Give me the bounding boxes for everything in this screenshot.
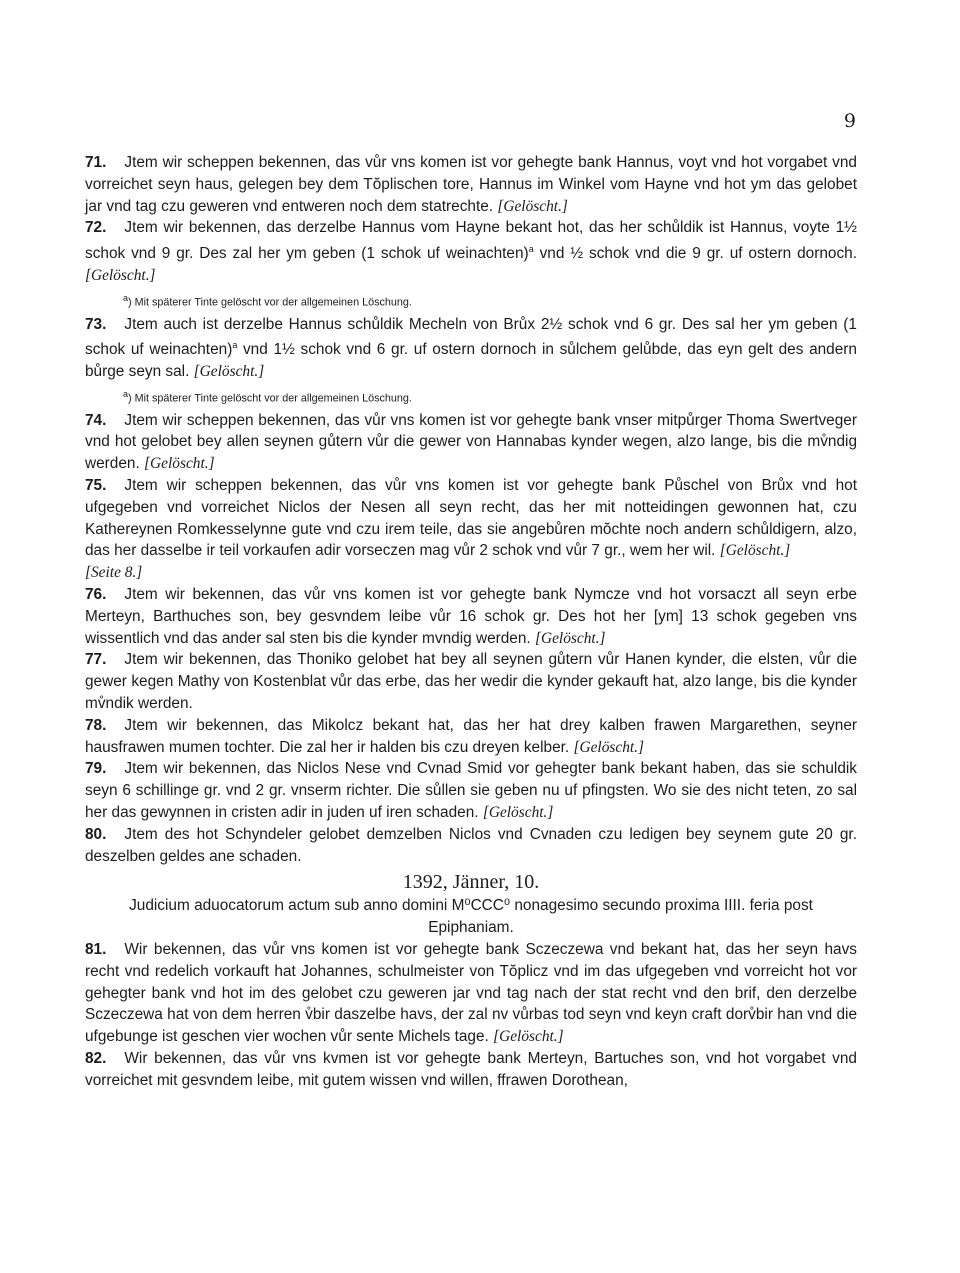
entry-text: Wir bekennen, das vůr vns komen ist vor gehegte bank Sczeczewa vnd bekant hat, das her seyn havs recht vnd redelich vorkauft hat Johannes, schulmeister von Tŏplicz vnd im das ufgegeben vnd vorreicht hot vor gehegter bank vnd hot im des gelobet czu geweren jar vnd tag nach der stat recht vnd den brif, den derzelbe Sczeczewa hat von dem herren v̊bir daszelbe havs, der zal nv vůrbas tod seyn vnd keyn craft dorv̊bir han vnd die ufgebunge ist geschen vier wochen vůr sente Michels tage. <box>85 940 857 1046</box>
deleted-note: [Gelöscht.] <box>193 363 265 381</box>
entry-80 <box>85 824 857 868</box>
deleted-note: [Gelöscht.] <box>482 803 554 821</box>
entry-text-cont: vnd ½ schok vnd die 9 gr. uf ostern dornoch. <box>533 245 857 263</box>
entry-number: 80. <box>85 825 107 843</box>
entry-82 <box>85 1048 857 1092</box>
entry-number: 81. <box>85 940 107 958</box>
deleted-note: [Gelöscht.] <box>497 197 568 215</box>
footnote: $^a$) Mit späterer Tinte gelöscht vor der allgemeinen Löschung. <box>123 292 412 309</box>
entry-73 <box>85 314 857 384</box>
judicium-heading: Judicium aduocatorum actum sub anno domini M⁰CCC⁰ nonagesimo secundo proxima IIII. feria post Epiphaniam. <box>129 897 813 937</box>
entry-text: Wir bekennen, das vůr vns kvmen ist vor gehegte bank Merteyn, Bartuches son, vnd hot vorgabet vnd vorreichet mit gesvndem leibe, mit gutem wissen vnd willen, ffrawen Dorothean, <box>85 1049 857 1089</box>
entry-81 <box>85 939 857 1048</box>
deleted-note: [Gelöscht.] <box>493 1028 564 1046</box>
entry-text: Jtem wir bekennen, das derzelbe Hannus vom Hayne bekant hot, das her schůldik ist Hannus, voyte 1½ schok vnd 9 gr. Des zal her ym geben (1 schok uf weinachten) <box>85 219 857 263</box>
entry-number: 75. <box>85 477 107 494</box>
entry-79 <box>85 758 857 823</box>
footnote-text: Mit späterer Tinte gelöscht vor der allgemeinen Löschung. <box>134 392 412 405</box>
entry-number: 73. <box>85 315 107 333</box>
entry-text: Jtem des hot Schyndeler gelobet demzelben Niclos vnd Cvnaden czu ledigen bey seynem gute 20 gr. deszelben geldes ane schaden. <box>85 825 857 865</box>
deleted-note: [Gelöscht.] <box>535 629 606 647</box>
entry-text: Jtem wir scheppen bekennen, das vůr vns komen ist vor gehegte bank vnser mitpůrger Thoma Swertveger vnd hot gelobet bey allen seynen gůtern vůr die gewer von Hannabas kynder wegen, alzo lange, bis die mv̊ndig werden. <box>85 411 857 473</box>
entry-text: Jtem wir bekennen, das Niclos Nese vnd Cvnad Smid vor gehegter bank bekant haben, das sie schuldik seyn 6 schillinge gr. vnd 2 gr. vnserm richter. Die sůllen sie geben nu uf pfingsten. Wo sie des nicht teten, zo sal her das gewynnen in cristen adir in juden uf iren schaden. <box>85 760 857 821</box>
date-heading: 1392, Jänner, 10. <box>402 871 540 894</box>
entry-76 <box>85 584 857 649</box>
deleted-note: [Gelöscht.] <box>85 267 156 285</box>
deleted-note: [Gelöscht.] <box>719 542 791 560</box>
entry-78 <box>85 715 857 759</box>
page-number: 9 <box>843 110 856 132</box>
footnote-text: Mit späterer Tinte gelöscht vor der allgemeinen Löschung. <box>134 296 412 309</box>
entry-number: 74. <box>85 411 107 429</box>
footnote-marker: a <box>123 292 129 303</box>
entry-number: 78. <box>85 716 107 734</box>
entry-text-cont: vnd 1½ schok vnd 6 gr. uf ostern dornoch in sůlchem gelůbde, das eyn gelt des andern bůrge seyn sal. <box>85 341 857 381</box>
entry-text: Jtem auch ist derzelbe Hannus schůldik Mecheln von Brůx 2½ schok vnd 6 gr. Des sal her ym geben (1 schok uf weinachten) <box>85 315 857 359</box>
entry-number: 72. <box>85 219 107 237</box>
page-body <box>85 152 857 1092</box>
entry-text: Jtem wir scheppen bekennen, das vůr vns komen ist vor gehegte bank Půschel von Brůx vnd hot ufgegeben vnd vorreichet Niclos der Nesen all seyn recht, das her mit notteidingen gewonnen hat, czu Kathereynen Romkesselynne gute vnd czu irem teile, das sie angebůren mŏchte noch andern schůldigern, alzo, das her dasselbe ir teil vorkaufen adir vorseczen mag vůr 2 schok vnd vůr 7 gr., wem her wil. <box>85 477 857 560</box>
entry-text: Jtem wir scheppen bekennen, das vůr vns komen ist vor gehegte bank Hannus, voyt vnd hot vorgabet vnd vorreichet seyn haus, gelegen bey dem Tŏplischen tore, Hannus im Winkel vom Hayne vnd hot ym das gelobet jar vnd tag czu geweren vnd entweren noch dem statrechte. <box>85 154 857 215</box>
deleted-note: [Gelöscht.] <box>573 738 645 756</box>
entry-77 <box>85 649 857 714</box>
entry-75 <box>85 475 857 562</box>
entry-number: 79. <box>85 760 107 778</box>
deleted-note: [Gelöscht.] <box>144 455 215 473</box>
entry-number: 77. <box>85 651 107 669</box>
entry-number: 71. <box>85 154 107 171</box>
page-reference: [Seite 8.] <box>85 564 143 582</box>
entry-71 <box>85 152 857 217</box>
entry-text: Jtem wir bekennen, das Mikolcz bekant hat, das her hat drey kalben frawen Margarethen, seyner hausfrawen mumen tochter. Die zal her ir halden bis czu dreyen kelber. <box>85 716 857 756</box>
entry-text: Jtem wir bekennen, das vůr vns komen ist vor gehegte bank Nymcze vnd hot vorsaczt all seyn erbe Merteyn, Barthuches son, bey gesvndem leibe vůr 16 schok gr. Des hot her [ym] 13 schok gegeben vns wissentlich vnd das ander sal sten bis die kynder mvndig werden. <box>85 585 857 647</box>
footnote-marker: a <box>123 389 129 400</box>
entry-number: 82. <box>85 1049 107 1067</box>
footnote-marker: a <box>232 340 238 351</box>
entry-number: 76. <box>85 585 107 603</box>
entry-text: Jtem wir bekennen, das Thoniko gelobet hat bey all seynen gůtern vůr Hanen kynder, die elsten, vůr die gewer kegen Mathy von Kostenblat vůr das erbe, das her wedir die kynder gekauft hat, alzo lange, bis die kynder mv̊ndik werden. <box>85 651 857 712</box>
entry-74 <box>85 410 857 475</box>
footnote: $^a$) Mit späterer Tinte gelöscht vor der allgemeinen Löschung. <box>123 389 412 405</box>
entry-72 <box>85 217 857 287</box>
footnote-marker: a <box>528 244 534 255</box>
